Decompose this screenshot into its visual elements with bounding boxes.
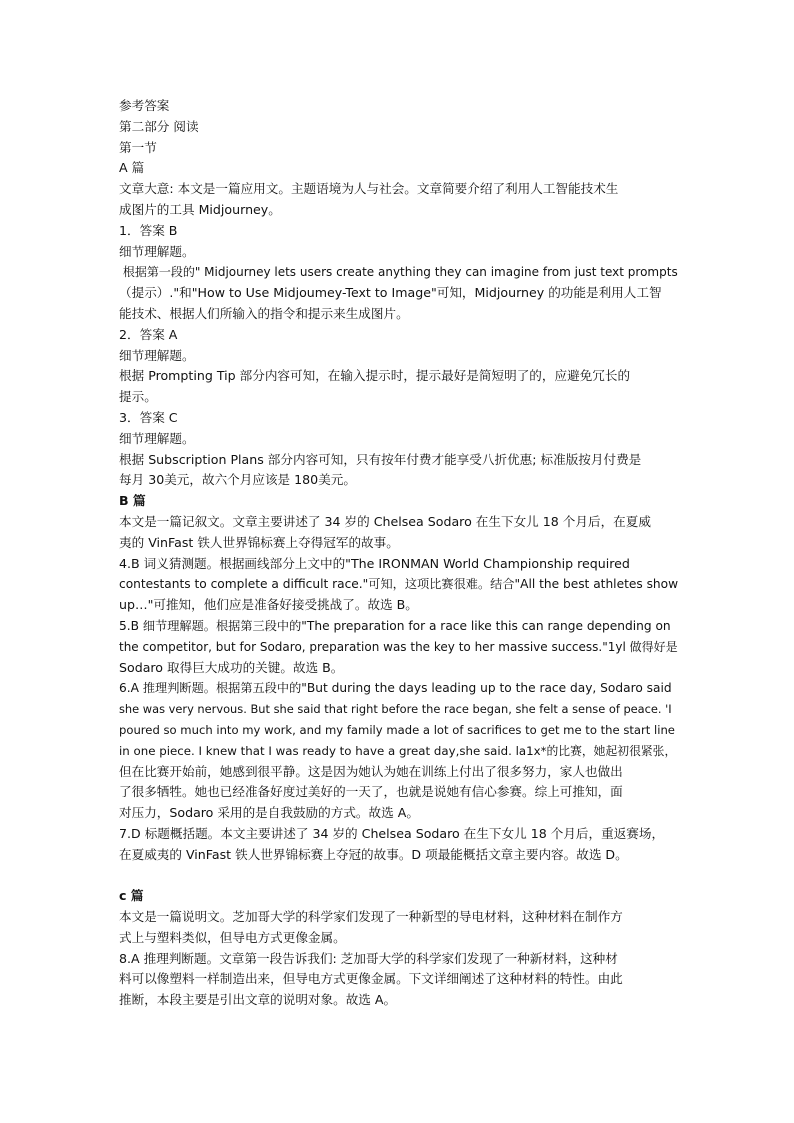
- question-6-line: poured so much into my work, and my family made a lot of sacrifices to get me to the start line: [119, 722, 675, 737]
- question-6-line: she was very nervous. But she said that right before the race began, she felt a sense of peace. 'I: [119, 702, 672, 717]
- document-title: 参考答案: [119, 98, 170, 113]
- question-6-line: in one piece. I knew that I was ready to have a great day,she said. la1x*的比赛，她起初很紧张，: [119, 743, 677, 758]
- passage-c-summary-line: 本文是一篇说明文。芝加哥大学的科学家们发现了一种新型的导电材料，这种材料在制作方: [119, 909, 623, 925]
- question-6-line: 6.A 推理判断题。根据第五段中的"But during the days leading up to the race day, Sodaro said: [119, 681, 672, 696]
- section-heading: 第一节: [119, 139, 157, 155]
- passage-c-summary-line: 式上与塑料类似，但导电方式更像金属。: [119, 929, 346, 945]
- part-heading: 第二部分 阅读: [119, 118, 199, 134]
- question-7-line: 在夏威夷的 VinFast 铁人世界锦标赛上夺冠的故事。D 项最能概括文章主要内容。故选 D。: [119, 846, 628, 862]
- question-5-line: the competitor, but for Sodaro, preparation was the key to her massive success."1yl 做得好是: [119, 639, 678, 654]
- question-1-explanation-line: 能技术、根据人们所输入的指令和提示来生成图片。: [119, 305, 409, 321]
- question-5-line: Sodaro 取得巨大成功的关键。故选 B。: [119, 659, 344, 675]
- passage-a-summary-line: 文章大意: 本文是一篇应用文。主题语境为人与社会。文章简要介绍了利用人工智能技术生: [119, 181, 619, 197]
- passage-b-summary-line: 本文是一篇记叙文。文章主要讲述了 34 岁的 Chelsea Sodaro 在生下女儿 18 个月后，在夏威: [119, 513, 651, 529]
- question-3-explanation-line: 根据 Subscription Plans 部分内容可知，只有按年付费才能享受八折优惠; 标准版按月付费是: [119, 451, 642, 467]
- question-1-type: 细节理解题。: [119, 243, 195, 259]
- question-7-line: 7.D 标题概括题。本文主要讲述了 34 岁的 Chelsea Sodaro 在生下女儿 18 个月后，重返赛场，: [119, 825, 665, 841]
- passage-c-label: c 篇: [119, 888, 144, 904]
- passage-b-summary-line: 夷的 VinFast 铁人世界锦标赛上夺得冠军的故事。: [119, 534, 399, 550]
- question-1-explanation-line: （提示）."和"How to Use Midjoumey-Text to Image"可知，Midjourney 的功能是利用人工智: [119, 285, 662, 301]
- question-8-line: 料可以像塑料一样制造出来，但导电方式更像金属。下文详细阐述了这种材料的特性。由此: [119, 971, 623, 987]
- passage-a-summary-line: 成图片的工具 Midjourney。: [119, 201, 281, 217]
- question-3-answer: 3．答案 C: [119, 409, 178, 425]
- question-4-line: 4.B 词义猜测题。根据画线部分上文中的"The IRONMAN World Championship required: [119, 555, 630, 571]
- question-2-answer: 2．答案 A: [119, 326, 178, 342]
- question-6-line: 了很多牺牲。她也已经准备好度过美好的一天了，也就是说她有信心参赛。综上可推知，面: [119, 784, 623, 800]
- question-1-answer: 1．答案 B: [119, 222, 178, 238]
- question-2-explanation-line: 根据 Prompting Tip 部分内容可知，在输入提示时，提示最好是简短明了的，应避免冗长的: [119, 368, 631, 384]
- question-8-line: 推断，本段主要是引出文章的说明对象。故选 A。: [119, 992, 397, 1008]
- question-3-type: 细节理解题。: [119, 430, 195, 446]
- answer-key-document: [119, 96, 679, 1011]
- passage-b-label: B 篇: [119, 493, 146, 509]
- passage-a-label: A 篇: [119, 160, 145, 176]
- question-4-line: contestants to complete a difficult race."可知，这项比赛很难。结合"All the best athletes show: [119, 577, 679, 592]
- question-2-explanation-line: 提示。: [119, 389, 157, 405]
- question-6-line: 但在比赛开始前，她感到很平静。这是因为她认为她在训练上付出了很多努力，家人也做出: [119, 763, 623, 779]
- question-4-line: up…"可推知，他们应是准备好接受挑战了。故选 B。: [119, 597, 418, 613]
- question-3-explanation-line: 每月 30美元，故六个月应该是 180美元。: [119, 472, 356, 488]
- question-1-explanation-line: 根据第一段的" Midjourney lets users create anything they can imagine from just text prompts: [119, 265, 678, 280]
- question-2-type: 细节理解题。: [119, 347, 195, 363]
- question-5-line: 5.B 细节理解题。根据第三段中的"The preparation for a race like this can range depending on: [119, 618, 671, 633]
- question-8-line: 8.A 推理判断题。文章第一段告诉我们: 芝加哥大学的科学家们发现了一种新材料，这种材: [119, 950, 618, 966]
- section-spacer: [119, 865, 679, 886]
- question-6-line: 对压力，Sodaro 采用的是自我鼓励的方式。故选 A。: [119, 805, 419, 821]
